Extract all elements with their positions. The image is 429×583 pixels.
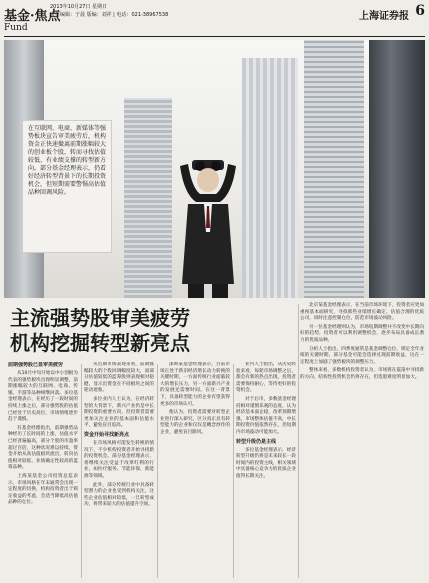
photo-side-blurb — [22, 120, 112, 253]
section-title: 基金·焦点 — [4, 9, 61, 24]
paragraph: 北京某基金经理表示，在当前市场环境下，投资者应更加重视基本面研究，寻找那些业绩增长确定、估值合理的优质公司，同时注意控制仓位，防范市场波动风险。 — [300, 303, 424, 322]
article-column-1 — [8, 362, 78, 580]
paragraph: 多位基金经理表示，经济转型升级仍将是未来较长一段时间内的投资主线，相关领域中具备核心竞争力的优质企业值得长期关注。 — [236, 447, 296, 479]
paragraph: 分析人士指出，四季度通常是基金调整仓位、锁定全年业绩的关键时期，部分基金可能会选择兑现前期收益，这在一定程度上加剧了强势板块的调整压力。 — [300, 346, 424, 365]
editor-line: 责任编辑：于晨 版编：刘祥 | 电话：021-38967538 — [50, 12, 169, 18]
headline-line-1: 主流强势股审美疲劳 — [10, 306, 190, 330]
column-divider — [298, 304, 299, 578]
column-subheading: 前期强势股已显审美疲劳 — [8, 362, 64, 368]
dateline: 2013年10月27日 星期日 — [50, 4, 108, 10]
building-center-left — [124, 98, 172, 298]
building-far-right — [369, 40, 425, 298]
man-with-binoculars-illustration — [170, 154, 246, 298]
article-column-4 — [236, 362, 296, 580]
paragraph: 有基金经理指出，前期强势品种经历了长时间的上涨，估值水平已经普遍偏高，部分个股的市盈率超过百倍，这种状况难以持续，资金开始从高估值板块流出，转向估值相对较低、业绩确定性较高的蓝筹品种。 — [8, 425, 78, 471]
column-divider — [81, 364, 82, 578]
page-number: 6 — [415, 3, 425, 19]
blurb-text: 在互联网、电商、新媒体等强势板块宣告审美疲劳后，机构资金正快速撤离前期涨幅较大的创业板个股，转而寻找估值较低、有业绩支撑的转型新方向。部分基金经理表示，仍看好经济转型背景下的长期投资机会，但短期需要警惕高估值品种回调风险。 — [28, 125, 107, 196]
masthead — [4, 2, 425, 37]
section-title-english: Fund — [4, 23, 28, 33]
paragraph: 业内人士指出，从历史经验来看，每轮市场调整之后，都会有新的热点出现，投资者需要保持耐心，等待更好的投资机会。 — [236, 362, 296, 394]
article-column-right — [300, 303, 424, 384]
feature-photo — [4, 40, 425, 298]
column-subheading: 转型升级仍是主线 — [236, 438, 277, 445]
building-center — [242, 58, 298, 298]
paragraph: 上海某基金公司投资总监表示，市场风格在年末通常会出现一定程度的切换，机构投资者出于锁定收益的考虑，会适当降低高估值品种的仓位。 — [8, 473, 78, 506]
paragraph: 他认为，投资者需要对转型企业进行深入研究，区分真正具有转型能力的企业和仅仅是概念炒作的企业，避免盲目跟风。 — [160, 410, 230, 435]
paragraph: 整体来看，多数机构投资者认为，市场将在震荡中寻找新的方向，结构性投资机会仍将存在，但选股难度明显加大。 — [300, 368, 424, 380]
paragraph: 从10月中旬开始以中小创板为代表的强势板块出现明显调整，前期涨幅较大的互联网、电商、传媒、手游等品种相继回落。多位基金经理表示，在经历了一段时间的持续上涨之后，部分强势股的估值已经处于历史高位，市场情绪逐步趋于谨慎。 — [8, 371, 78, 423]
paragraph: 深圳某基金经理表示，目前市场正处于新旧经济增长动力转换的关键时期，一方面传统行业面临较大的增长压力，另一方面新兴产业的发展还需要时间。在这一背景下，具备转型能力的企业有望获得更多的市场认可。 — [160, 362, 230, 407]
column-divider — [157, 364, 158, 578]
paragraph: 在市场风格可能发生转换的情况下，不少机构投资者开始寻找新的投资机会。部分基金经理表示，将继续关注受益于改革红利的行业，如医疗服务、节能环保、新能源等领域。 — [84, 440, 154, 479]
paragraph: 此外，部分传统行业中具备转型潜力的企业也受到机构关注，这些企业估值相对较低，一旦转型成功，将带来较大的估值提升空间。 — [84, 482, 154, 508]
paragraph: 从近期市场表现来看，前期涨幅较大的个股回调幅度较大，而部分估值较低的蓝筹股则表现相对稳健，显示出资金在不同板块之间的轮动迹象。 — [84, 362, 154, 394]
paragraph: 多位业内人士认为，在经济转型的大背景下，新兴产业仍是中长期投资的重要方向，但投资者需要更加关注企业的基本面和估值水平，避免盲目追高。 — [84, 396, 154, 429]
paragraph: 对于后市，多数基金经理持相对谨慎乐观的态度，认为经济基本面企稳，改革预期增强，市场整体估值不高，中长期投资价值依然存在，但短期内市场波动可能加大。 — [236, 396, 296, 435]
column-divider — [233, 364, 234, 578]
headline-line-2: 机构挖掘转型新亮点 — [10, 331, 190, 355]
headline — [10, 306, 290, 356]
paragraph: 另一位基金经理则认为，市场短期调整并不改变中长期向好的趋势，投资者可以利用调整机会，逐步布局具备成长潜力的优质品种。 — [300, 324, 424, 343]
newspaper-name: 上海证券报 — [359, 11, 409, 22]
column-subheading: 资金开始寻找新亮点 — [84, 431, 130, 438]
building-right — [304, 40, 364, 298]
article-column-2 — [84, 362, 154, 580]
article-column-3 — [160, 362, 230, 580]
